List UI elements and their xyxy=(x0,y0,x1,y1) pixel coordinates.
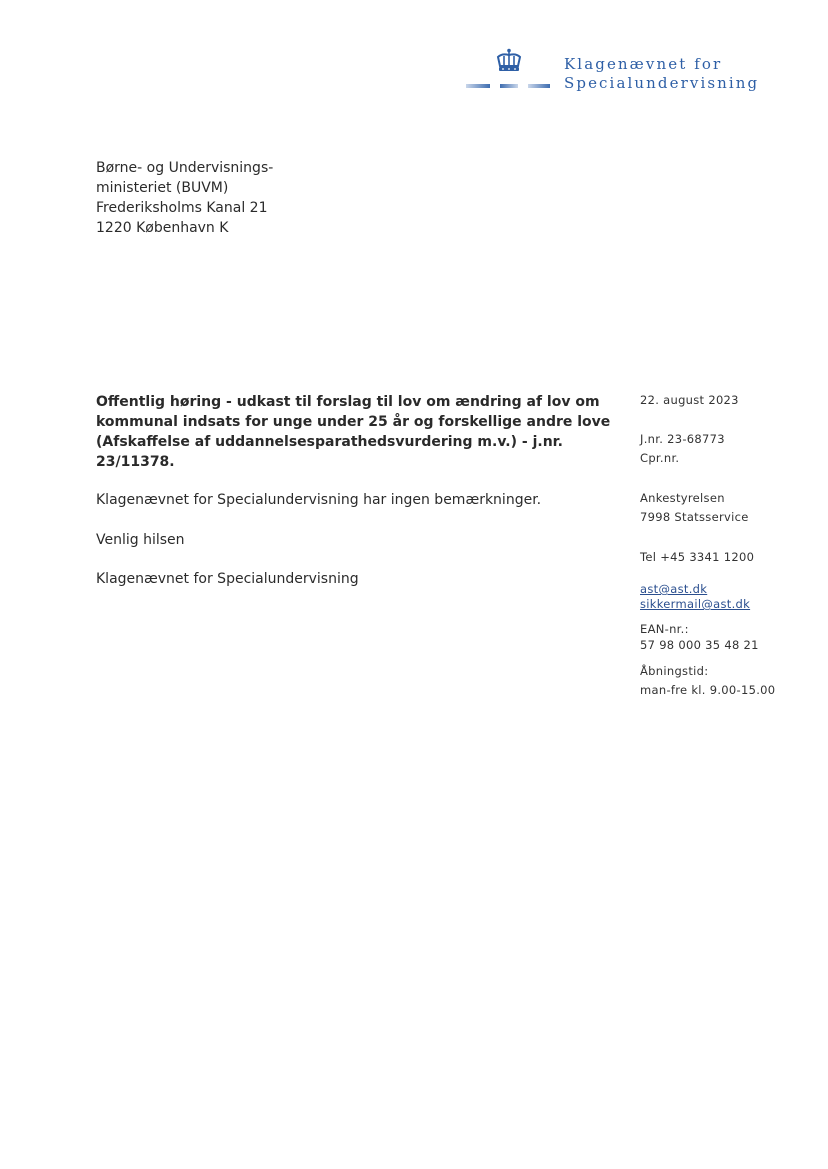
reference-block xyxy=(640,430,725,468)
recipient-line4: 1220 København K xyxy=(96,220,229,236)
subject-line4: 23/11378. xyxy=(96,454,175,470)
organization-name-line1: Klagenævnet for xyxy=(564,55,723,73)
ean-block xyxy=(640,621,759,653)
agency-address: 7998 Statsservice xyxy=(640,510,749,524)
subject-line1: Offentlig høring - udkast til forslag til lov om ændring af lov om xyxy=(96,394,600,410)
letterhead-bar-right xyxy=(528,84,550,88)
ean-label: EAN-nr.: xyxy=(640,622,689,636)
recipient-line2: ministeriet (BUVM) xyxy=(96,180,229,196)
journal-number: J.nr. 23-68773 xyxy=(640,432,725,446)
letter-date: 22. august 2023 xyxy=(640,393,739,407)
agency-name: Ankestyrelsen xyxy=(640,491,725,505)
letter-subject xyxy=(96,392,616,472)
opening-hours-block xyxy=(640,662,775,700)
letterhead-bar-middle xyxy=(500,84,518,88)
crown-icon xyxy=(494,48,524,76)
recipient-line3: Frederiksholms Kanal 21 xyxy=(96,200,268,216)
recipient-address xyxy=(96,158,273,238)
cpr-number: Cpr.nr. xyxy=(640,451,680,465)
subject-line2: kommunal indsats for unge under 25 år og forskellige andre love xyxy=(96,414,611,430)
letter-body: Klagenævnet for Specialundervisning har ingen bemærkninger. xyxy=(96,492,542,508)
letterhead-bar-left xyxy=(466,84,490,88)
agency-block xyxy=(640,489,749,527)
email-link[interactable]: ast@ast.dk xyxy=(640,582,708,596)
letter-closing: Venlig hilsen xyxy=(96,532,185,548)
organization-name-line2: Specialundervisning xyxy=(564,74,760,92)
letter-signature: Klagenævnet for Specialundervisning xyxy=(96,571,359,587)
recipient-line1: Børne- og Undervisnings- xyxy=(96,160,274,176)
secure-email-link[interactable]: sikkermail@ast.dk xyxy=(640,597,751,611)
subject-line3: (Afskaffelse af uddannelsesparathedsvurdering m.v.) - j.nr. xyxy=(96,434,563,450)
phone-number: Tel +45 3341 1200 xyxy=(640,550,755,564)
organization-name xyxy=(564,55,759,93)
opening-hours-label: Åbningstid: xyxy=(640,664,709,678)
ean-value: 57 98 000 35 48 21 xyxy=(640,638,759,652)
opening-hours-value: man-fre kl. 9.00-15.00 xyxy=(640,683,776,697)
email-block xyxy=(640,582,750,612)
